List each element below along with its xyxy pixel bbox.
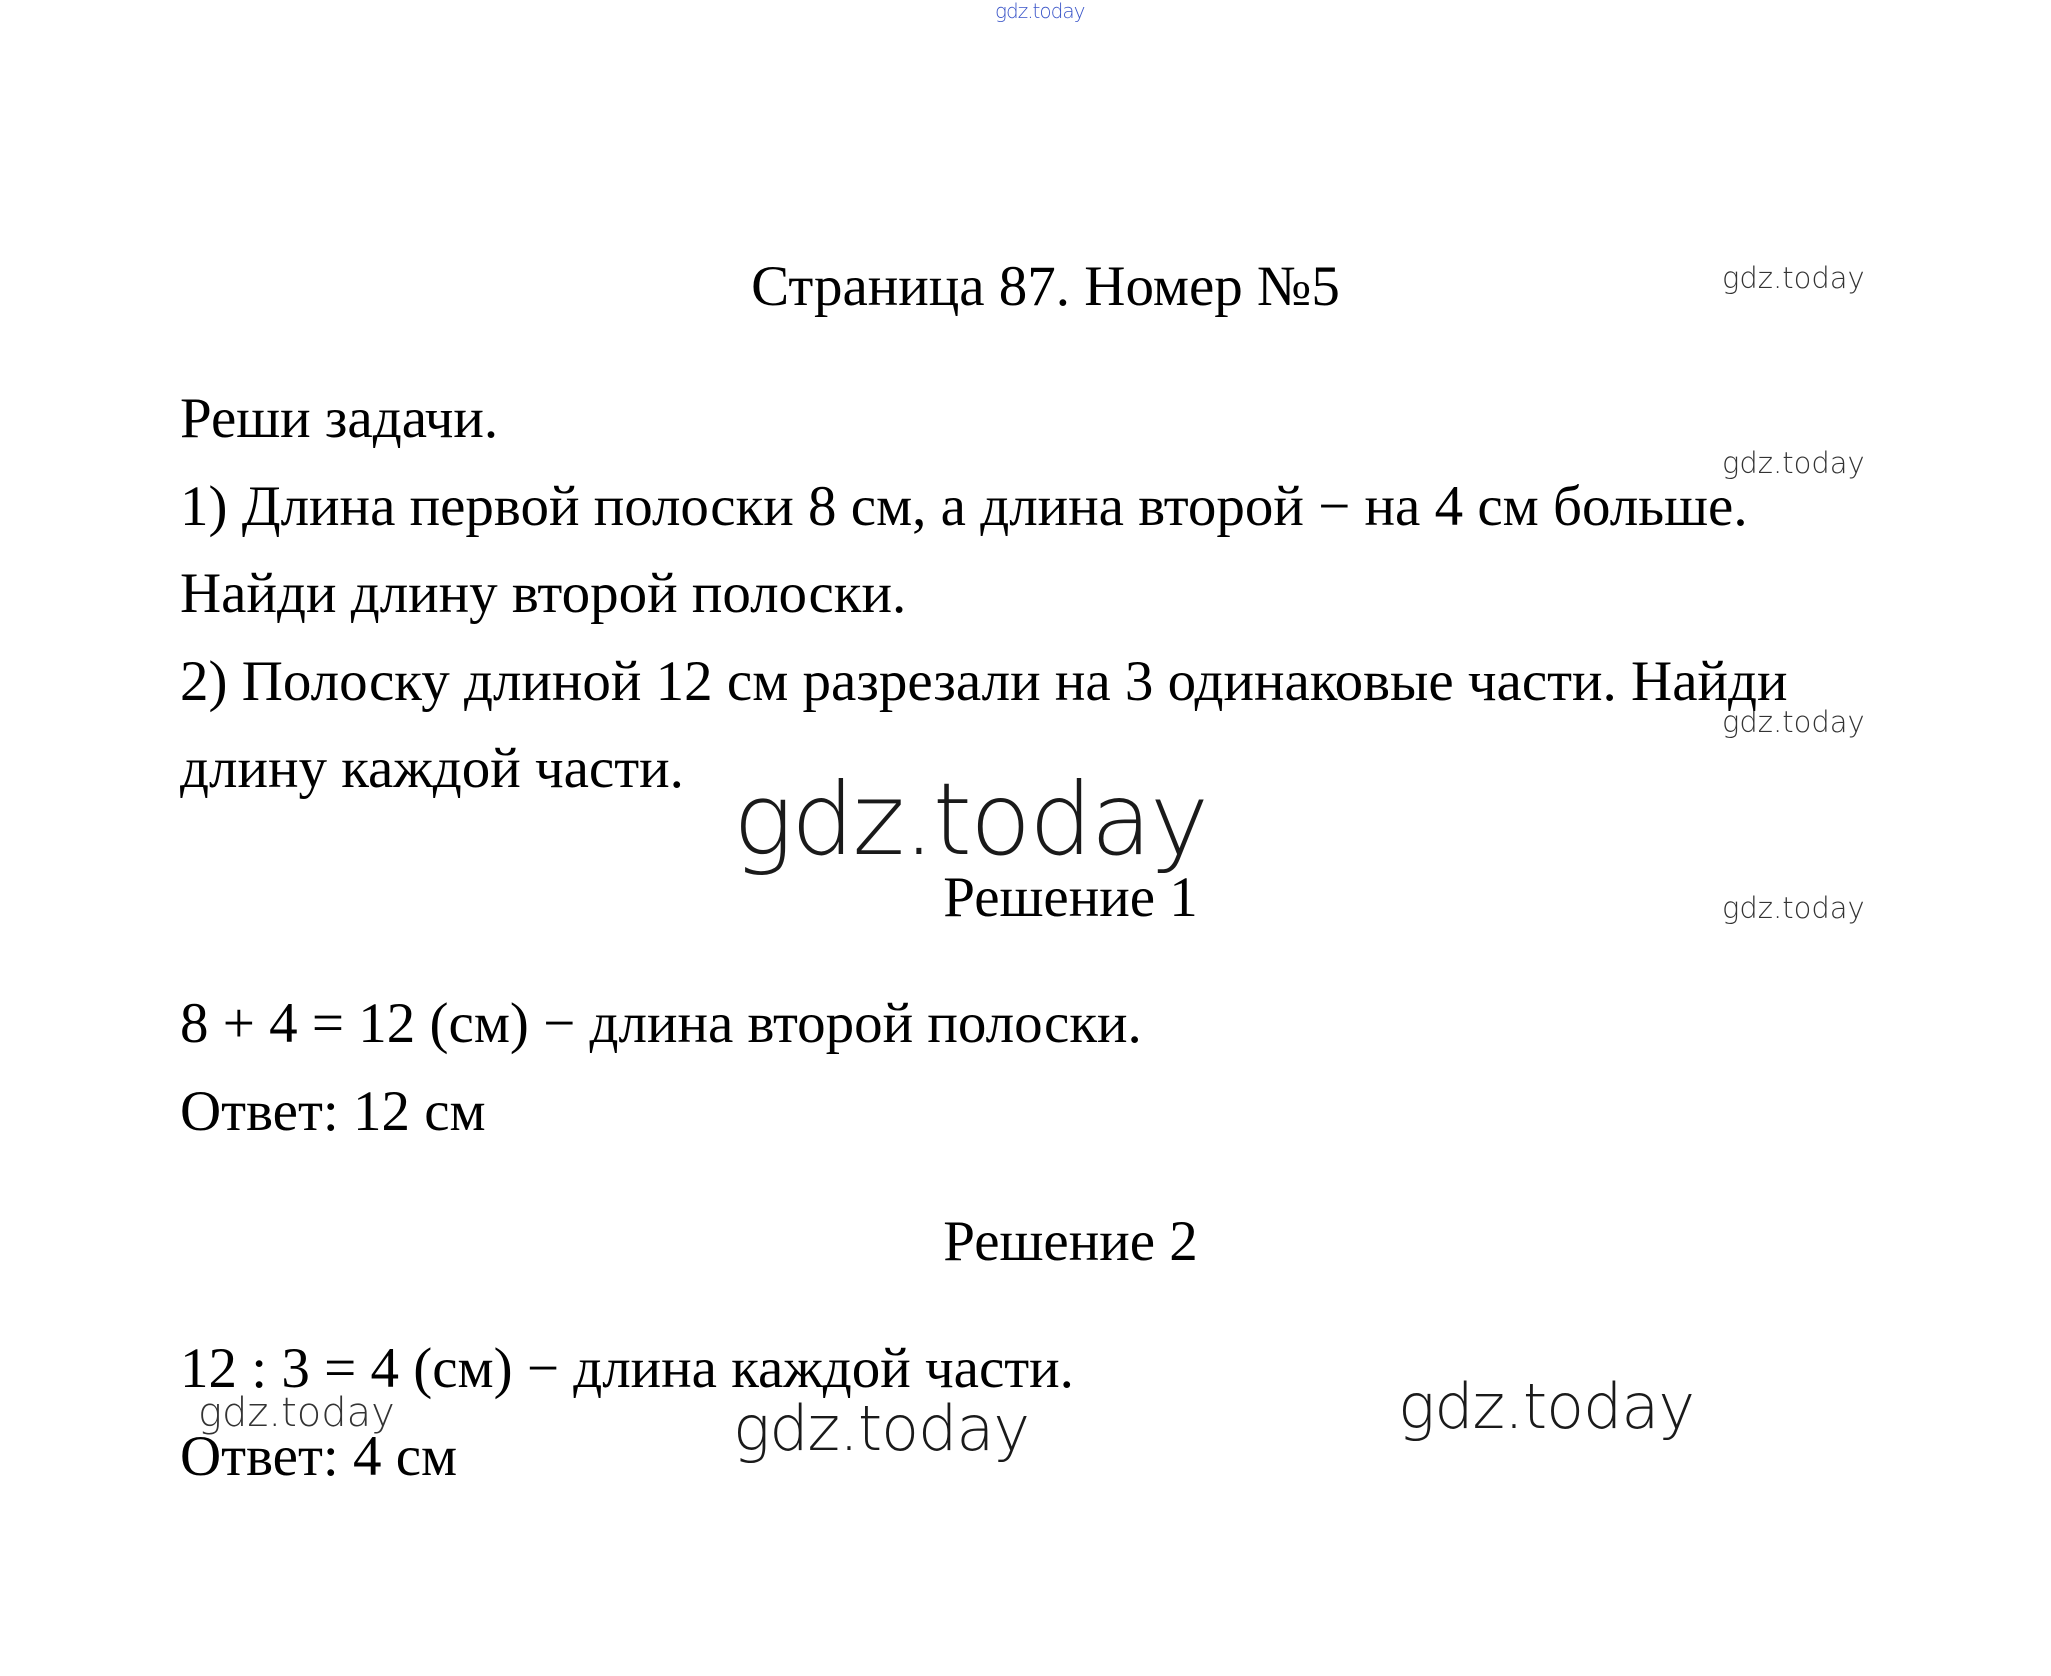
solution-1-answer: Ответ: 12 см (180, 1080, 486, 1143)
watermark-right-2: gdz.today (1722, 446, 1865, 480)
problem-1-line-1: 1) Длина первой полоски 8 см, а длина второй − на 4 см больше. (180, 475, 1748, 538)
watermark-right-4: gdz.today (1722, 891, 1865, 925)
watermark-bottom-left: gdz.today (198, 1390, 395, 1436)
watermark-large-center: gdz.today (733, 761, 1208, 878)
solution-2-heading: Решение 2 (943, 1210, 1198, 1273)
watermark-bottom-right: gdz.today (1398, 1370, 1695, 1443)
watermark-right-1: gdz.today (1722, 261, 1865, 295)
solution-1-calculation: 8 + 4 = 12 (см) − длина второй полоски. (180, 992, 1142, 1055)
watermark-bottom-center: gdz.today (733, 1392, 1030, 1465)
solution-2-calculation: 12 : 3 = 4 (см) − длина каждой части. (180, 1337, 1074, 1400)
solution-1-heading: Решение 1 (943, 866, 1198, 929)
page-title: Страница 87. Номер №5 (751, 255, 1340, 318)
problem-2-line-1: 2) Полоску длиной 12 см разрезали на 3 одинаковые части. Найди (180, 650, 1788, 713)
watermark-top: gdz.today (995, 0, 1085, 23)
solution-2-answer: Ответ: 4 см (180, 1425, 458, 1488)
problem-1-line-2: Найди длину второй полоски. (180, 562, 907, 625)
task-intro: Реши задачи. (180, 387, 499, 450)
problem-2-line-2: длину каждой части. (180, 737, 684, 800)
watermark-right-3: gdz.today (1722, 705, 1865, 739)
